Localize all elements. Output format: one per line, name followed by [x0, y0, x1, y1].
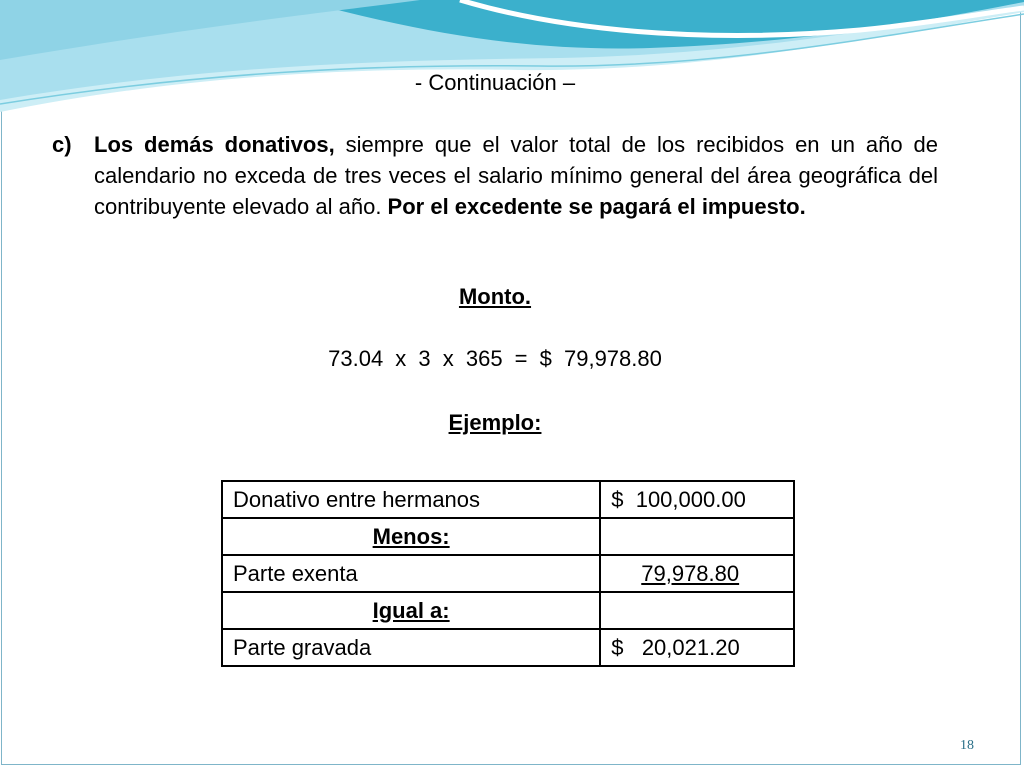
row-amount: 79,978.80: [641, 560, 740, 586]
item-c-body: [94, 129, 938, 222]
row-amount: $ 20,021.20: [600, 629, 794, 666]
item-c-paragraph: [52, 129, 938, 222]
table-row: [222, 629, 794, 666]
row-amount: [600, 592, 794, 629]
row-amount: $ 100,000.00: [600, 481, 794, 518]
table-row: [222, 481, 794, 518]
table-row: [222, 555, 794, 592]
row-concept-menos: Menos:: [222, 518, 600, 555]
row-amount-cell: [600, 555, 794, 592]
example-table: [221, 480, 795, 667]
header-wave-decoration: [0, 0, 1024, 120]
table-row: [222, 592, 794, 629]
item-c-bold-lead: Los demás donativos,: [94, 132, 335, 157]
slide-title: - Continuación –: [414, 70, 576, 95]
monto-heading: Monto.: [458, 284, 532, 309]
page-number: 18: [960, 738, 974, 753]
row-concept-igual: Igual a:: [222, 592, 600, 629]
list-marker: c): [52, 132, 72, 157]
monto-formula: 73.04 x 3 x 365 = $ 79,978.80: [328, 346, 662, 371]
row-concept: Parte exenta: [222, 555, 600, 592]
item-c-text: siempre que el valor total de los recibidos en un año de calendario no exceda de tres veces el salario mínimo general del área geográfica del contribuyente elevado al año.: [94, 132, 938, 219]
row-concept: Donativo entre hermanos: [222, 481, 600, 518]
ejemplo-heading: Ejemplo:: [448, 410, 542, 435]
item-c-bold-tail: Por el excedente se pagará el impuesto.: [387, 194, 806, 219]
table-row: [222, 518, 794, 555]
row-concept: Parte gravada: [222, 629, 600, 666]
row-amount: [600, 518, 794, 555]
